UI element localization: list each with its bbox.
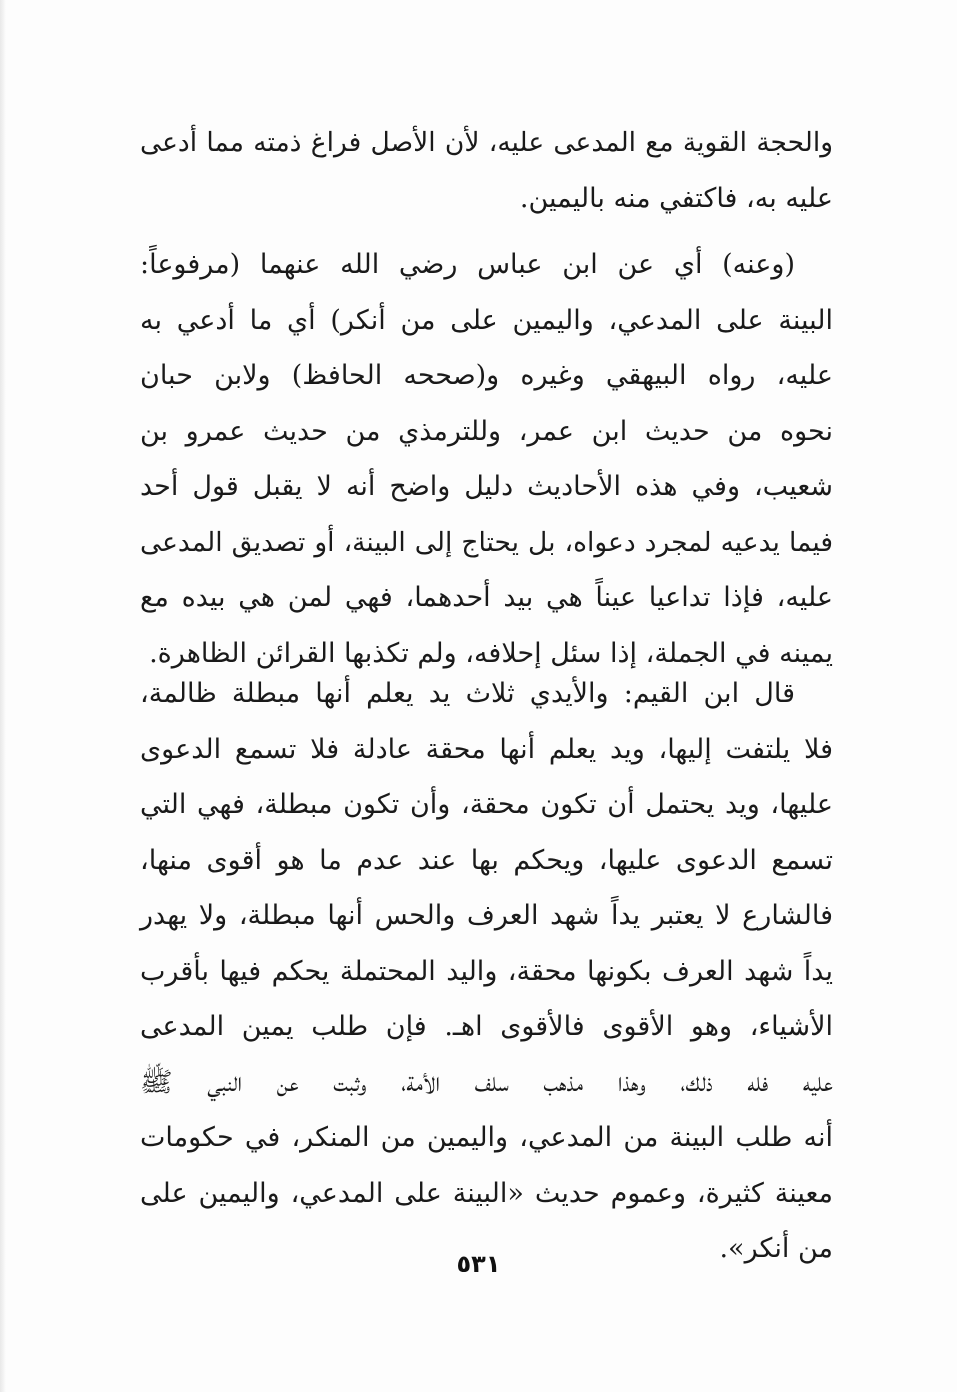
text-line: (وعنه) أي عن ابن عباس رضي الله عنهما (مرفوعاً: <box>140 249 795 280</box>
paragraph-1 <box>140 115 833 226</box>
text-line: يداً شهد العرف بكونها محقة، واليد المحتملة يحكم فيها بأقرب <box>140 955 833 987</box>
text-line: عليه به، فاكتفي منه باليمين. <box>519 182 833 214</box>
text-line: عليه فله ذلك، وهذا مذهب سلف الأمة، وثبت عن النبي ﷺ <box>140 1066 833 1098</box>
text-line: تسمع الدعوى عليها، ويحكم بها عند عدم ما هو أقوى منها، <box>140 844 833 876</box>
text-line: نحوه من حديث ابن عمر، وللترمذي من حديث عمرو بن <box>140 415 833 447</box>
text-line: يمينه في الجملة، إذا سئل إحلافه، ولم تكذبها القرائن الظاهرة. <box>149 637 833 669</box>
page-number: ٥٣١ <box>456 1250 501 1278</box>
text-line: والحجة القوية مع المدعى عليه، لأن الأصل فراغ ذمته مما أدعى <box>140 127 833 158</box>
text-line: الأشياء، وهو الأقوى فالأقوى اهـ. فإن طلب يمين المدعى <box>140 1011 833 1042</box>
text-line: عليه، رواه البيهقي وغيره و(صححه الحافظ) ولابن حبان <box>140 360 833 391</box>
text-line: فلا يلتفت إليها، ويد يعلم أنها محقة عادلة فلا تسمع الدعوى <box>140 733 833 765</box>
text-line: معينة كثيرة، وعموم حديث «البينة على المدعي، واليمين على <box>140 1177 833 1209</box>
text-line: عليها، ويد يحتمل أن تكون محقة، وأن تكون مبطلة، فهي التي <box>140 789 833 820</box>
page-edge-shadow <box>0 0 6 1392</box>
text-line: أنه طلب البينة من المدعي، واليمين من المنكر، في حكومات <box>140 1122 833 1153</box>
text-line: من أنكر». <box>719 1233 833 1264</box>
text-line: البينة على المدعي، واليمين على من أنكر) أي ما أدعي به <box>140 304 833 336</box>
text-line: فالشارع لا يعتبر يداً شهد العرف والحس أنها مبطلة، ولا يهدر <box>140 900 833 931</box>
text-line: عليه، فإذا تداعيا عيناً هي بيد أحدهما، فهي لمن هي بيده مع <box>140 582 833 613</box>
text-line: قال ابن القيم: والأيدي ثلاث يد يعلم أنها مبطلة ظالمة، <box>140 678 795 709</box>
text-line: فيما يدعيه لمجرد دعواه، بل يحتاج إلى البينة، أو تصديق المدعى <box>140 526 833 558</box>
paragraph-2 <box>140 237 833 681</box>
text-line: شعيب، وفي هذه الأحاديث دليل واضح أنه لا يقبل قول أحد <box>140 471 833 502</box>
paragraph-3 <box>140 666 833 1277</box>
